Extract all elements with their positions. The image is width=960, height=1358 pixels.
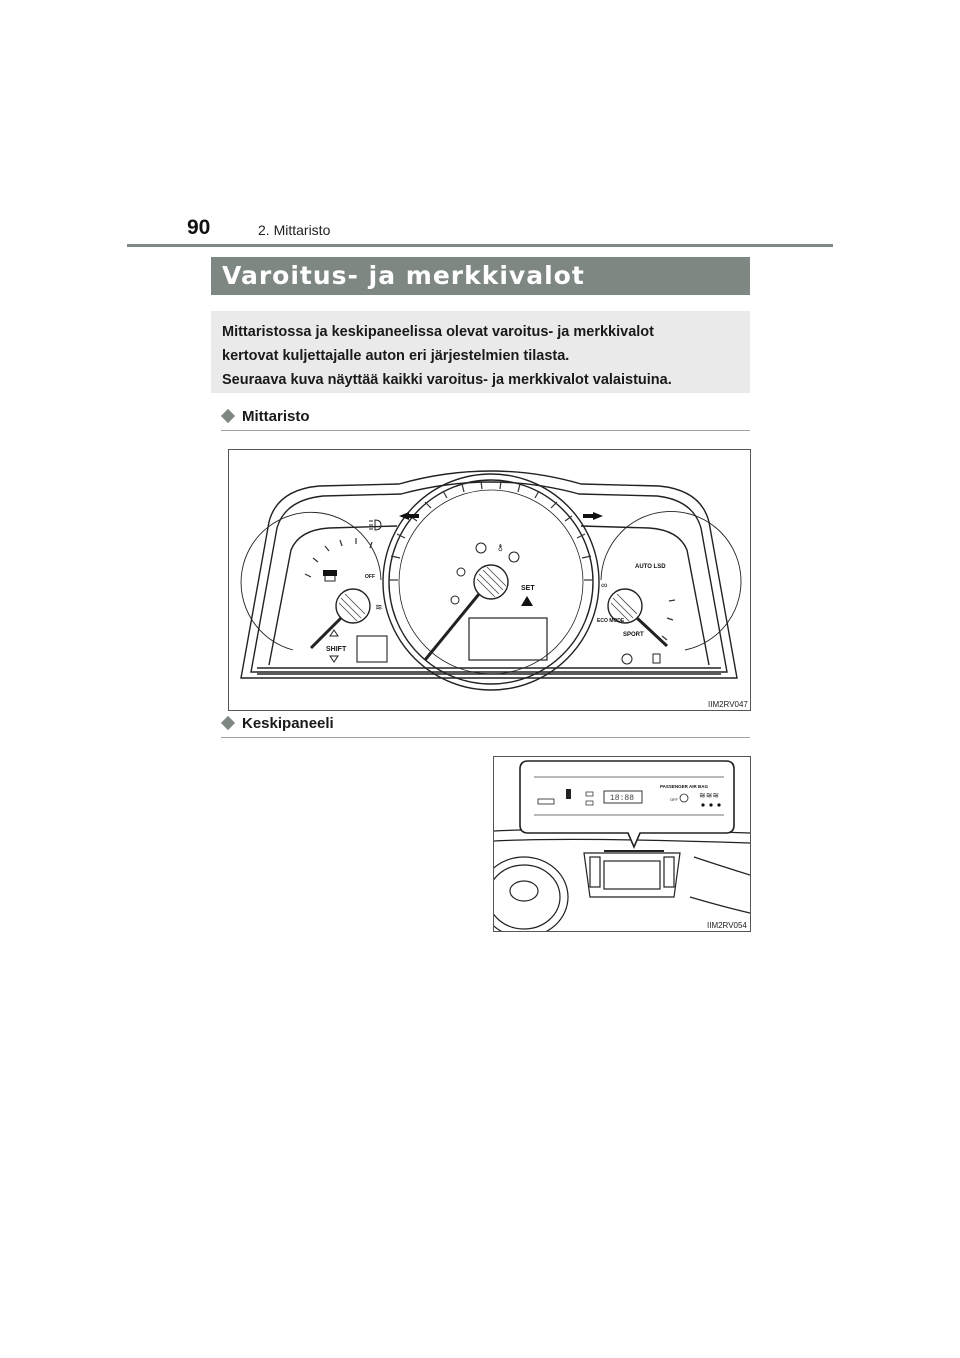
shift-down-icon (330, 656, 338, 662)
coolant-temp-icon: ≋ (375, 602, 383, 612)
speedometer-hub (474, 565, 508, 599)
center-panel-figure (493, 756, 751, 932)
intro-line-3: Seuraava kuva näyttää kaikki varoitus- ja merkkivalot valaistuina. (222, 372, 672, 388)
airbag-icon (457, 568, 465, 576)
diamond-bullet-icon (221, 409, 235, 423)
seatbelt-icon: ⚨ (497, 544, 504, 553)
airbag-indicator-dot (701, 803, 704, 806)
speedometer-needle (425, 594, 479, 660)
panel-indicator (566, 789, 571, 799)
tachometer-hub (336, 589, 370, 623)
section-heading-label: Keskipaneeli (242, 715, 334, 732)
eco-indicator (323, 570, 337, 576)
master-warning-icon (521, 596, 533, 606)
airbag-indicator-dot (717, 803, 720, 806)
section-title-bar (211, 257, 750, 295)
header-rule (127, 244, 833, 247)
sport-label: SPORT (623, 632, 644, 638)
shift-indicator-display (357, 636, 387, 662)
eco-mode-label: ECO MODE (597, 618, 625, 624)
auto-lsd-label: AUTO LSD (635, 564, 666, 570)
multi-info-display (469, 618, 547, 660)
fog-light-icon: ∞ (601, 580, 608, 590)
intro-box (211, 311, 750, 393)
instrument-cluster-figure (228, 449, 751, 711)
diamond-bullet-icon (221, 716, 235, 730)
vsc-off-label: OFF (365, 574, 375, 580)
passenger-airbag-label: PASSENGER AIR BAG (660, 784, 709, 789)
fuel-icon (653, 654, 660, 663)
tire-pressure-icon (509, 552, 519, 562)
airbag-indicator-dot (709, 803, 712, 806)
set-label: SET (521, 585, 535, 592)
figure-code-center-panel: IIM2RV054 (707, 921, 747, 930)
shift-up-icon (330, 630, 338, 636)
indicator-lamp-icon (622, 654, 632, 664)
intro-line-2: kertovat kuljettajalle auton eri järjestelmien tilasta. (222, 348, 570, 364)
instrument-cluster-drawing (229, 450, 750, 710)
section-heading-keskipaneeli (221, 715, 750, 738)
intro-line-1: Mittaristossa ja keskipaneelissa olevat varoitus- ja merkkivalot (222, 324, 654, 340)
shift-label: SHIFT (326, 646, 347, 653)
section-heading-label: Mittaristo (242, 408, 310, 425)
center-panel-drawing (494, 757, 750, 931)
section-title: Varoitus- ja merkkivalot (222, 261, 585, 290)
figure-code-cluster: IIM2RV047 (708, 700, 748, 709)
page-number: 90 (187, 216, 211, 239)
chapter-title: 2. Mittaristo (258, 222, 331, 238)
clock-value: 18:88 (610, 794, 635, 803)
brake-warning-icon (476, 543, 486, 553)
turn-right-arrow-icon (583, 512, 603, 520)
airbag-off-label: OFF (670, 797, 678, 802)
headlight-icon (369, 520, 381, 530)
seat-heater-icon: ≋≋≋ (699, 791, 720, 800)
section-heading-mittaristo (221, 408, 750, 431)
check-engine-icon (451, 596, 459, 604)
